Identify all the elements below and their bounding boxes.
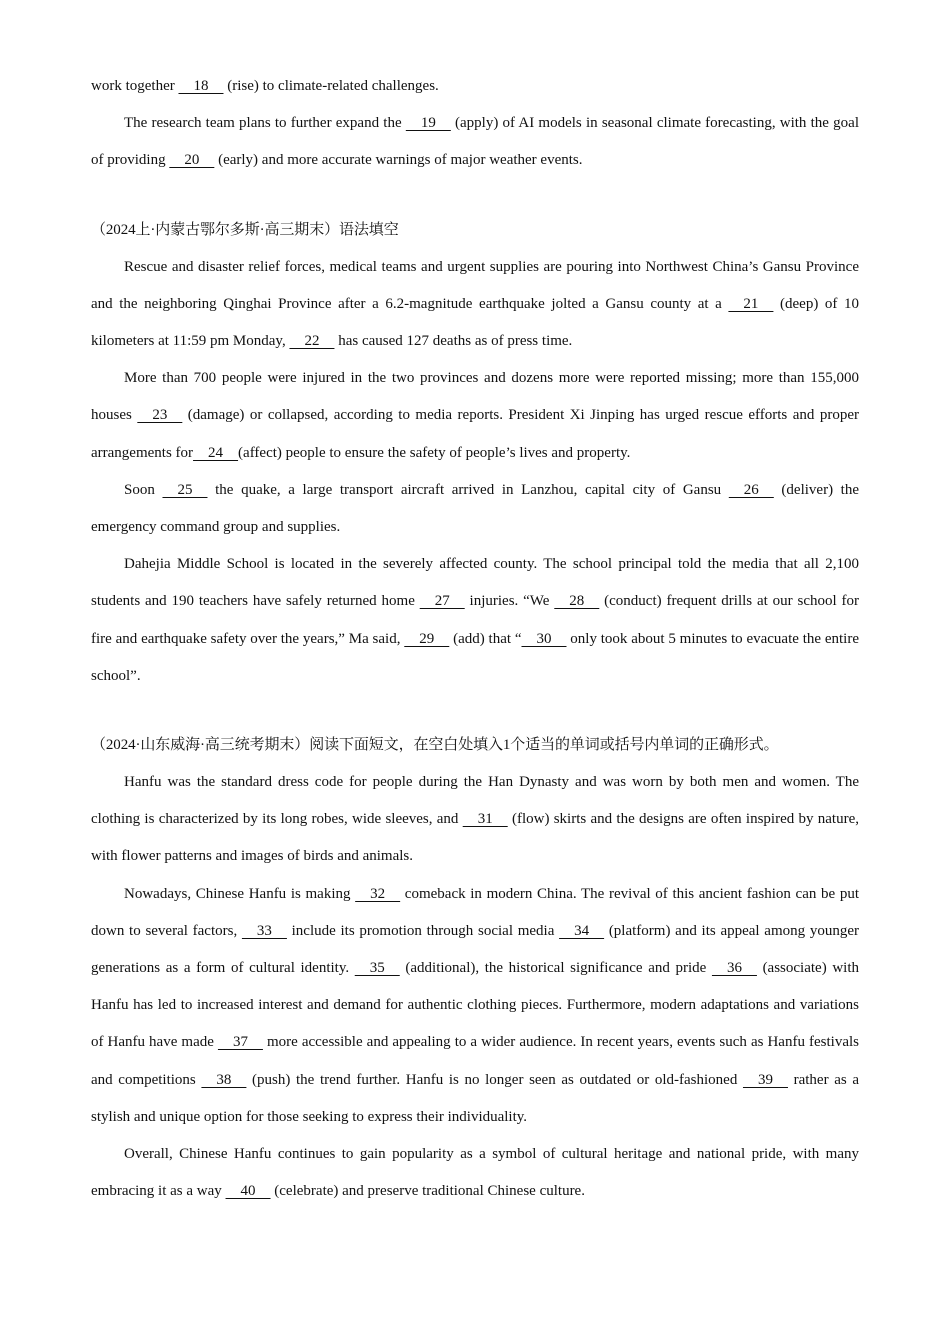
answer-blank-36[interactable]: 36 [711,960,757,977]
question-source-heading: （2024·山东威海·高三统考期末）阅读下面短文，在空白处填入1个适当的单词或括号内单词的正确形式。 [91,737,779,754]
answer-blank-18[interactable]: 18 [178,78,224,94]
passage-paragraph [91,105,859,179]
answer-blank-19[interactable]: 19 [405,115,451,132]
passage-paragraph [91,546,859,695]
passage-text: (associate) with Hanfu has led to increased interest and demand for authentic clothing pieces. Furthermore, modern adaptations and variations of Hanfu have made [91,960,859,1051]
passage-text: Overall, Chinese Hanfu continues to gain popularity as a symbol of cultural heritage and national pride, with many embracing it as a way [91,1146,859,1200]
passage-text: more accessible and appealing to a wider audience. In recent years, events such as Hanfu festivals and competitions [91,1034,859,1088]
passage-text: Rescue and disaster relief forces, medical teams and urgent supplies are pouring into Northwest China’s Gansu Province and the neighboring Qinghai Province after a 6.2-magnitude earthquake jolted a Gansu county at a [91,258,859,312]
passage-text: (add) that “ [449,630,522,647]
passage-paragraph [91,249,859,361]
passage-text: (rise) to climate-related challenges. [223,78,439,94]
answer-blank-21[interactable]: 21 [728,295,774,312]
passage-text: Nowadays, Chinese Hanfu is making [124,885,356,902]
passage-text: (damage) or collapsed, according to media reports. President Xi Jinping has urged rescue efforts and proper arrangements for [91,407,859,461]
answer-blank-32[interactable]: 32 [355,885,401,902]
answer-blank-29[interactable]: 29 [404,630,450,647]
answer-blank-40[interactable]: 40 [225,1183,271,1200]
answer-blank-33[interactable]: 33 [241,922,287,939]
passage-text: The research team plans to further expand the [124,115,406,132]
answer-blank-35[interactable]: 35 [354,960,400,977]
passage-paragraph [91,360,859,472]
passage-paragraph [91,472,859,546]
passage-text: (platform) and its appeal among younger generations as a form of cultural identity. [91,922,860,977]
passage-text: (push) the trend further. Hanfu is no longer seen as outdated or old-fashioned [246,1071,743,1088]
answer-blank-23[interactable]: 23 [137,407,183,424]
passage-text: rather as a stylish and unique option for those seeking to express their individuality. [91,1071,859,1125]
passage-text: include its promotion through social media [286,922,560,939]
passage-text: (deep) of 10 kilometers at 11:59 pm Monday, [91,295,859,350]
answer-blank-22[interactable]: 22 [289,333,335,350]
answer-blank-37[interactable]: 37 [217,1034,263,1051]
passage-text: Hanfu was the standard dress code for people during the Han Dynasty and was worn by both men and women. The clothing is characterized by its long robes, wide sleeves, and [91,774,859,828]
answer-blank-28[interactable]: 28 [554,593,600,610]
passage-text: Soon [124,481,163,498]
answer-blank-39[interactable]: 39 [742,1071,788,1088]
passage-text: injuries. “We [464,593,555,610]
answer-blank-34[interactable]: 34 [559,922,605,939]
passage-text: (apply) of AI models in seasonal climate forecasting, with the goal of providing [91,115,859,169]
passage-paragraph [91,1136,859,1210]
passage-text: (additional), the historical significance and pride [399,960,712,977]
passage-text: (affect) people to ensure the safety of people’s lives and property. [238,444,631,461]
answer-blank-25[interactable]: 25 [162,481,208,498]
passage-text: (conduct) frequent drills at our school for fire and earthquake safety over the years,” Ma said, [91,593,859,647]
document-page [91,68,859,1210]
passage-text: has caused 127 deaths as of press time. [334,333,573,350]
answer-blank-26[interactable]: 26 [728,481,774,498]
passage-text: only took about 5 minutes to evacuate the entire school”. [91,630,859,684]
passage-text: (deliver) the emergency command group and supplies. [91,481,860,536]
passage-text: (celebrate) and preserve traditional Chinese culture. [270,1183,585,1200]
passage-text: More than 700 people were injured in the two provinces and dozens more were reported missing; more than 155,000 houses [91,370,859,424]
answer-blank-30[interactable]: 30 [521,630,567,647]
answer-blank-38[interactable]: 38 [201,1071,247,1088]
passage-paragraph [91,764,859,876]
passage-text: (early) and more accurate warnings of major weather events. [214,152,583,169]
passage-text: Dahejia Middle School is located in the severely affected county. The school principal told the media that all 2,100 students and 190 teachers have safely returned home [91,556,859,610]
passage-text: comeback in modern China. The revival of this ancient fashion can be put down to several factors, [91,885,859,939]
answer-blank-27[interactable]: 27 [419,593,465,610]
passage-text: (flow) skirts and the designs are often inspired by nature, with flower patterns and images of birds and animals. [91,811,859,865]
question-source-heading: （2024上·内蒙古鄂尔多斯·高三期末）语法填空 [91,221,399,238]
answer-blank-24[interactable]: 24 [193,444,239,461]
answer-blank-31[interactable]: 31 [462,811,508,828]
passage-text: the quake, a large transport aircraft arrived in Lanzhou, capital city of Gansu [207,481,729,498]
answer-blank-20[interactable]: 20 [169,152,215,169]
passage-paragraph [91,876,859,1136]
passage-text: work together [91,78,179,94]
passage-paragraph [91,68,859,105]
